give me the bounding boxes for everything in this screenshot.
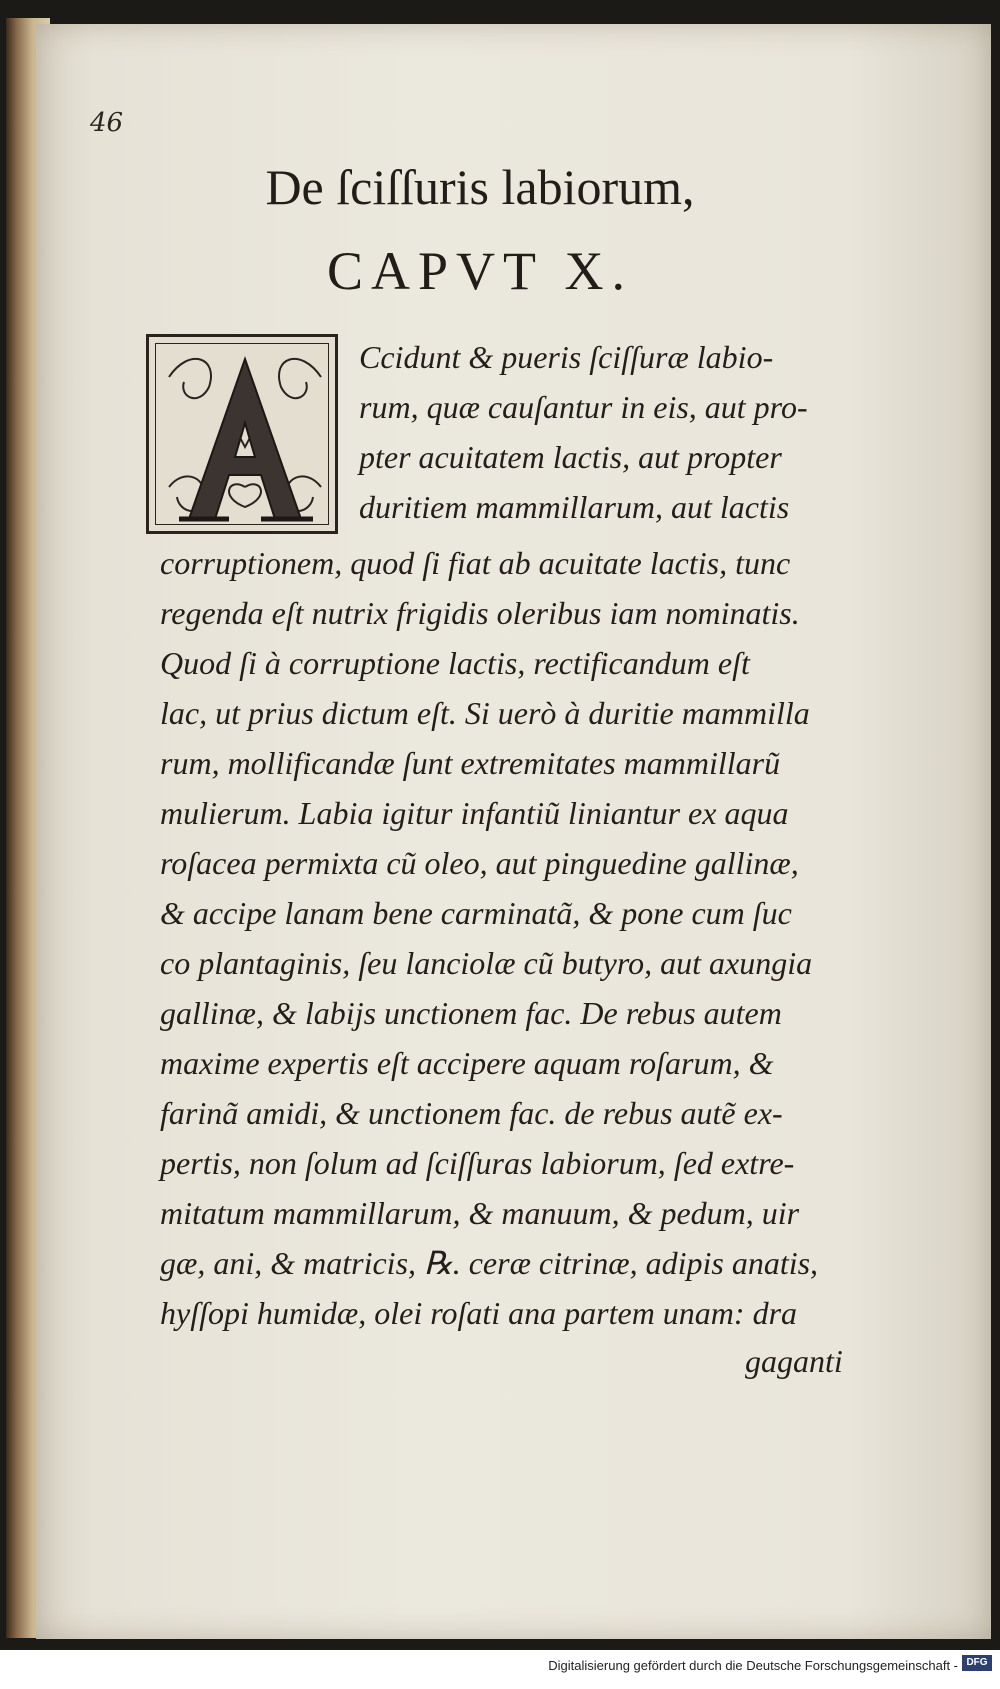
digitization-credit: Digitalisierung gefördert durch die Deutsche Forschungsgemeinschaft - xyxy=(548,1658,958,1673)
text-line: rum, mollificandæ ſunt extremitates mammillarũ xyxy=(160,745,781,781)
text-line: lac, ut prius dictum eſt. Si uerò à duritie mammilla xyxy=(160,695,810,731)
chapter-title: De ſciſſuris labiorum, xyxy=(265,159,695,215)
text-line: Quod ſi à corruptione lactis, rectificandum eſt xyxy=(160,645,750,681)
text-line: mitatum mammillarum, & manuum, & pedum, uir xyxy=(160,1195,800,1231)
text-line: hyſſopi humidæ, olei roſati ana partem unam: dra xyxy=(160,1295,798,1331)
text-line: gallinæ, & labijs unctionem fac. De rebus autem xyxy=(160,995,782,1031)
text-line: & accipe lanam bene carminatã, & pone cum ſuc xyxy=(160,895,792,931)
text-line: maxime expertis eſt accipere aquam roſarum, & xyxy=(160,1045,774,1081)
page-number: 46 xyxy=(90,108,124,138)
initial-ornament-icon xyxy=(149,337,341,537)
text-line: regenda eſt nutrix frigidis oleribus iam nominatis. xyxy=(160,595,800,631)
text-line: farinã amidi, & unctionem fac. de rebus autẽ ex- xyxy=(160,1095,783,1131)
text-line: pertis, non ſolum ad ſciſſuras labiorum, ſed extre- xyxy=(160,1145,795,1181)
dfg-logo: DFG xyxy=(962,1655,992,1671)
text-line: mulierum. Labia igitur infantiũ liniantur ex aqua xyxy=(160,795,789,831)
text-line: roſacea permixta cũ oleo, aut pinguedine gallinæ, xyxy=(160,845,799,881)
text-line: gæ, ani, & matricis, ℞. ceræ citrinæ, adipis anatis, xyxy=(160,1245,819,1281)
catchword: gaganti xyxy=(745,1343,843,1379)
text-line: co plantaginis, ſeu lanciolæ cũ butyro, aut axungia xyxy=(160,945,813,981)
text-line: corruptionem, quod ſi fiat ab acuitate lactis, tunc xyxy=(160,545,791,581)
decorated-initial xyxy=(146,334,338,534)
text-line: rum, quæ cauſantur in eis, aut pro- xyxy=(359,389,808,425)
chapter-number: CAPVT X. xyxy=(326,241,634,301)
text-line: duritiem mammillarum, aut lactis xyxy=(359,489,790,525)
text-line: pter acuitatem lactis, aut propter xyxy=(359,439,782,475)
text-line: Ccidunt & pueris ſciſſuræ labio- xyxy=(359,339,774,375)
